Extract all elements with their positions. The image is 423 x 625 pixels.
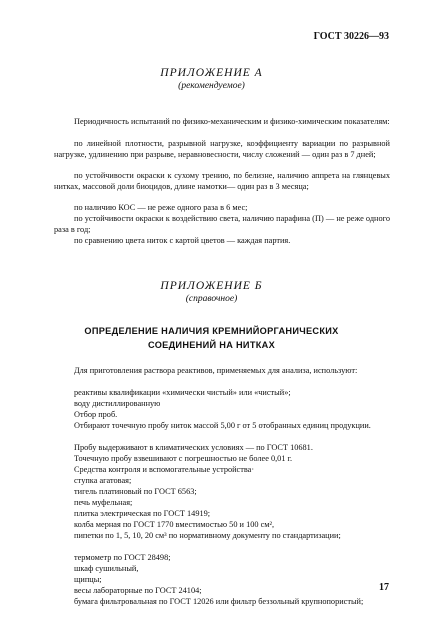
appendix-b-paragraph: весы лабораторные по ГОСТ 24104;	[74, 586, 202, 595]
page-number: 17	[379, 582, 389, 593]
appendix-b-title: ПРИЛОЖЕНИЕ Б	[160, 280, 263, 292]
appendix-a-paragraph: по наличию КОС — не реже одного раза в 6 мес;	[74, 203, 248, 212]
appendix-b-heading-line1: ОПРЕДЕЛЕНИЕ НАЛИЧИЯ КРЕМНИЙОРГАНИЧЕСКИХ	[84, 326, 339, 336]
appendix-a-subtitle: (рекомендуемое)	[178, 81, 245, 91]
appendix-b-paragraph: ступка агатовая;	[74, 476, 132, 485]
appendix-b-paragraph: Отбирают точечную пробу ниток массой 5,00 г от 5 отобранных единиц продукции.	[74, 421, 371, 430]
appendix-b-paragraph: щипцы;	[74, 575, 102, 584]
appendix-b-paragraph: колба мерная по ГОСТ 1770 вместимостью 50 и 100 см²,	[74, 520, 275, 529]
appendix-b-heading-line2: СОЕДИНЕНИЙ НА НИТКАХ	[147, 340, 276, 350]
standard-number: ГОСТ 30226—93	[313, 31, 389, 42]
appendix-a-paragraph: по сравнению цвета ниток с картой цветов — каждая партия.	[74, 236, 291, 245]
appendix-b-paragraph: термометр по ГОСТ 28498;	[74, 553, 171, 562]
appendix-b-paragraph: пипетки по 1, 5, 10, 20 см³ по нормативному документу по стандартизации;	[74, 531, 341, 540]
appendix-a-paragraph: по линейной плотности, разрывной нагрузке, коэффициенту вариации по разрывной нагрузке, удлинению при разрыве, неравновесности, числу сложений — один раз в 7 дней;	[54, 139, 390, 159]
appendix-b-subtitle: (справочное)	[185, 294, 238, 304]
appendix-a-title: ПРИЛОЖЕНИЕ А	[160, 67, 263, 79]
appendix-b-paragraph: Отбор проб.	[74, 410, 118, 419]
appendix-b-paragraph: бумага фильтровальная по ГОСТ 12026 или фильтр беззольный крупнопористый;	[74, 597, 364, 606]
appendix-b-paragraph: шкаф сушильный,	[74, 564, 139, 573]
appendix-b-paragraph: Точечную пробу взвешивают с погрешностью не более 0,01 г.	[74, 454, 293, 463]
appendix-a-paragraph: по устойчивости окраски к воздействию света, наличию парафина (П) — не реже одного раза в год;	[54, 214, 390, 234]
appendix-b-paragraph: Пробу выдерживают в климатических условиях — по ГОСТ 10681.	[74, 443, 313, 452]
appendix-b-paragraph: воду дистиллированную	[74, 399, 161, 408]
appendix-a-paragraph: Периодичность испытаний по физико-механическим и физико-химическим показателям:	[74, 117, 390, 126]
appendix-b-paragraph: реактивы квалификации «химически чистый» или «чистый»;	[74, 388, 291, 397]
appendix-a-paragraph: по устойчивости окраски к сухому трению, по белизне, наличию аппрета на глянцевых нитках, массовой доли биоцидов, длине намотки— один раз в 3 месяца;	[54, 171, 390, 191]
appendix-b-paragraph: Средства контроля и вспомогательные устройства·	[74, 465, 255, 474]
appendix-b-paragraph: плитка электрическая по ГОСТ 14919;	[74, 509, 211, 518]
appendix-b-paragraph: тигель платиновый по ГОСТ 6563;	[74, 487, 197, 496]
appendix-b-paragraph: печь муфельная;	[74, 498, 133, 507]
appendix-b-paragraph: Для приготовления раствора реактивов, применяемых для анализа, используют:	[74, 366, 358, 375]
